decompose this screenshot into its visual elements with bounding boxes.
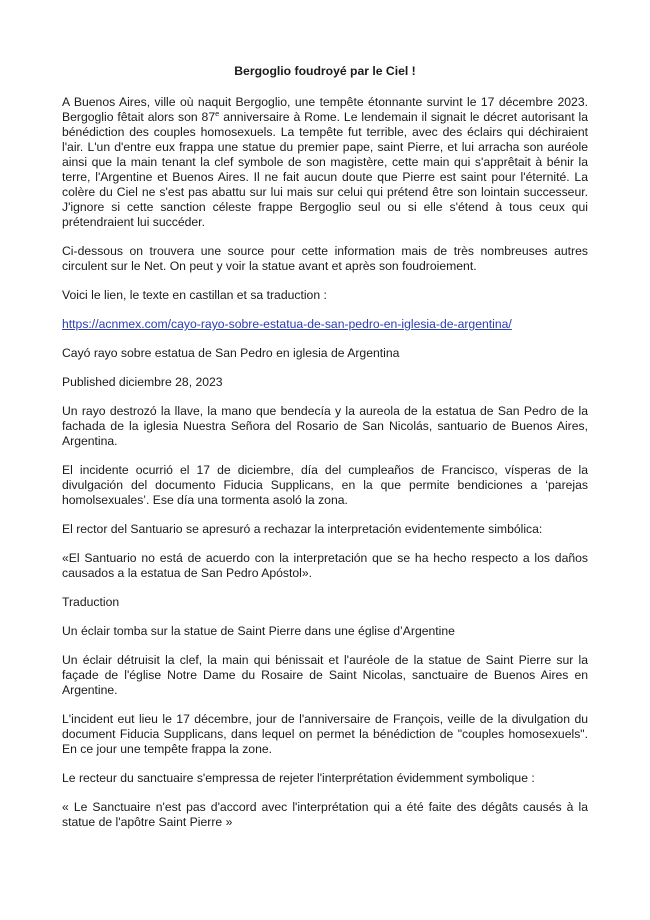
translation-paragraph-3: Le recteur du sanctuaire s'empressa de rejeter l'interprétation évidemment symbolique :	[62, 771, 535, 785]
spanish-quote: «El Santuario no está de acuerdo con la interpretación que se ha hecho respecto a los daños causados a la estatua de San Pedro Apóstol».	[62, 551, 588, 580]
spanish-headline: Cayó rayo sobre estatua de San Pedro en iglesia de Argentina	[62, 346, 400, 360]
page-title: Bergoglio foudroyé par le Ciel !	[234, 64, 416, 78]
document-page	[62, 64, 588, 844]
intro-text-start: A Buenos Aires, ville où naquit Bergoglio, une tempête étonnante survint le 17 décembre 2023. Bergoglio fêtait alors son 87	[62, 95, 588, 124]
translation-paragraph-2: L'incident eut lieu le 17 décembre, jour de l'anniversaire de François, veille de la divulgation du document Fiducia Supplicans, dans lequel on permet la bénédiction de "couples homosexuels". En ce jour une tempête frappa la zone.	[62, 712, 588, 756]
spanish-paragraph-1: Un rayo destrozó la llave, la mano que bendecía y la aureola de la estatua de San Pedro de la fachada de la iglesia Nuestra Señora del Rosario de San Nicolás, santuario de Buenos Aires, Argentina.	[62, 404, 588, 448]
published-date: Published diciembre 28, 2023	[62, 375, 223, 389]
spanish-paragraph-2: El incidente ocurrió el 17 de diciembre, día del cumpleaños de Francisco, vísperas de la divulgación del documento Fiducia Supplicans, en la que permite bendiciones a ‘parejas homolsexuales’. Ese día una tormenta asoló la zona.	[62, 463, 588, 507]
translation-heading: Traduction	[62, 595, 120, 609]
ordinal-superscript: e	[215, 108, 220, 118]
source-note-paragraph: Ci-dessous on trouvera une source pour cette information mais de très nombreuses autres circulent sur le Net. On peut y voir la statue avant et après son foudroiement.	[62, 244, 588, 273]
translation-quote: « Le Sanctuaire n'est pas d'accord avec l'interprétation qui a été faite des dégâts causés à la statue de l'apôtre Saint Pierre »	[62, 800, 588, 829]
link-paragraph	[62, 317, 588, 332]
translation-paragraph-1: Un éclair détruisit la clef, la main qui bénissait et l'auréole de la statue de Saint Pierre sur la façade de l'église Notre Dame du Rosaire de Saint Nicolas, sanctuaire de Buenos Aires en Argentine.	[62, 653, 588, 697]
spanish-paragraph-3: El rector del Santuario se apresuró a rechazar la interpretación evidentemente simbólica:	[62, 522, 543, 536]
intro-paragraph	[62, 95, 588, 230]
link-intro-paragraph: Voici le lien, le texte en castillan et sa traduction :	[62, 288, 327, 302]
translation-headline: Un éclair tomba sur la statue de Saint Pierre dans une église d’Argentine	[62, 624, 455, 638]
intro-text-end: anniversaire à Rome. Le lendemain il signait le décret autorisant la bénédiction des couples homosexuels. La tempête fut terrible, avec des éclairs qui déchiraient l'air. L'un d'entre eux frappa une statue du premier pape, saint Pierre, et lui arracha son auréole ainsi que la main tenant la clef symbole de son magistère, cette main qui s'apprêtait à bénir la terre, l'Argentine et Buenos Aires. Il ne fait aucun doute que Pierre est saint pour l'éternité. La colère du Ciel ne s'est pas abattu sur lui mais sur celui qui prétend être son lointain successeur. J'ignore si cette sanction céleste frappe Bergoglio seul ou si elle s'étend à tous ceux qui prétendraient lui succéder.	[62, 110, 588, 229]
source-link[interactable]: https://acnmex.com/cayo-rayo-sobre-estatua-de-san-pedro-en-iglesia-de-argentina/	[62, 317, 512, 331]
